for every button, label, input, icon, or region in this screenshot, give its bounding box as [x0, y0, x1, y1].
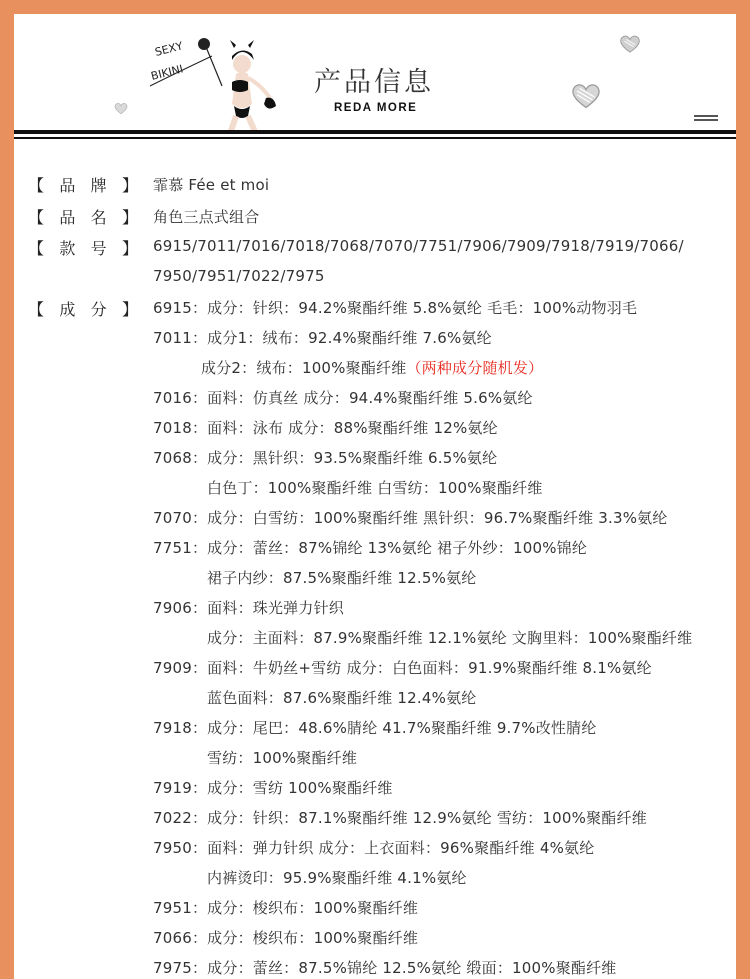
composition-line: 7919：成分：雪纺 100%聚酯纤维 — [153, 779, 393, 797]
label-name: 【 品 名 】 — [28, 208, 138, 227]
product-info-card — [14, 14, 736, 979]
composition-line: 裙子内纱：87.5%聚酯纤维 12.5%氨纶 — [207, 569, 477, 587]
page-title: 产品信息 — [314, 67, 434, 98]
menu-icon[interactable] — [694, 115, 718, 125]
composition-line: 7909：面料：牛奶丝+雪纺 成分：白色面料：91.9%聚酯纤维 8.1%氨纶 — [153, 659, 652, 677]
composition-note: （两种成分随机发） — [406, 359, 544, 377]
divider — [14, 130, 736, 134]
composition-line: 7011：成分1：绒布：92.4%聚酯纤维 7.6%氨纶 — [153, 329, 492, 347]
brand-value: 霏慕 Fée et moi — [153, 176, 270, 194]
composition-line: 成分：主面料：87.9%聚酯纤维 12.1%氨纶 文胸里料：100%聚酯纤维 — [207, 629, 693, 647]
composition-line: 7950：面料：弹力针织 成分：上衣面料：96%聚酯纤维 4%氨纶 — [153, 839, 595, 857]
composition-line: 7022：成分：针织：87.1%聚酯纤维 12.9%氨纶 雪纺：100%聚酯纤维 — [153, 809, 647, 827]
logo-text-2: BIKINI — [149, 62, 185, 83]
composition-line: 7975：成分：蕾丝：87.5%锦纶 12.5%氨纶 缎面：100%聚酯纤维 — [153, 959, 617, 977]
heart-icon — [570, 82, 602, 110]
composition-line: 7906：面料：珠光弹力针织 — [153, 599, 344, 617]
composition-line: 7918：成分：尾巴：48.6%腈纶 41.7%聚酯纤维 9.7%改性腈纶 — [153, 719, 597, 737]
composition-line: 7018：面料：泳布 成分：88%聚酯纤维 12%氨纶 — [153, 419, 498, 437]
label-composition: 【 成 分 】 — [28, 300, 138, 319]
divider — [14, 137, 736, 139]
composition-line: 7066：成分：梭织布：100%聚酯纤维 — [153, 929, 419, 947]
composition-line: 7016：面料：仿真丝 成分：94.4%聚酯纤维 5.6%氨纶 — [153, 389, 533, 407]
name-value: 角色三点式组合 — [153, 208, 260, 226]
sexy-bikini-logo — [144, 34, 284, 134]
composition-line: 白色丁：100%聚酯纤维 白雪纺：100%聚酯纤维 — [207, 479, 543, 497]
logo-text-1: SEXY — [153, 39, 185, 59]
header — [14, 14, 736, 139]
composition-line: 6915：成分：针织：94.2%聚酯纤维 5.8%氨纶 毛毛：100%动物羽毛 — [153, 299, 638, 317]
composition-line: 蓝色面料：87.6%聚酯纤维 12.4%氨纶 — [207, 689, 477, 707]
composition-line: 7751：成分：蕾丝：87%锦纶 13%氨纶 裙子外纱：100%锦纶 — [153, 539, 588, 557]
heart-icon — [114, 102, 128, 115]
page-subtitle: REDA MORE — [334, 102, 418, 114]
composition-line: 7951：成分：梭织布：100%聚酯纤维 — [153, 899, 419, 917]
model-value-line2: 7950/7951/7022/7975 — [153, 267, 325, 285]
label-model: 【 款 号 】 — [28, 239, 138, 258]
composition-line: 7070：成分：白雪纺：100%聚酯纤维 黑针织：96.7%聚酯纤维 3.3%氨纶 — [153, 509, 668, 527]
composition-line: 雪纺：100%聚酯纤维 — [207, 749, 358, 767]
composition-line: 内裤烫印：95.9%聚酯纤维 4.1%氨纶 — [207, 869, 467, 887]
model-value-line1: 6915/7011/7016/7018/7068/7070/7751/7906/7909/7918/7919/7066/ — [153, 237, 684, 255]
label-brand: 【 品 牌 】 — [28, 176, 138, 195]
composition-line: 7068：成分：黑针织：93.5%聚酯纤维 6.5%氨纶 — [153, 449, 498, 467]
composition-line: 成分2：绒布：100%聚酯纤维（两种成分随机发） — [201, 359, 544, 377]
heart-icon — [619, 34, 641, 54]
